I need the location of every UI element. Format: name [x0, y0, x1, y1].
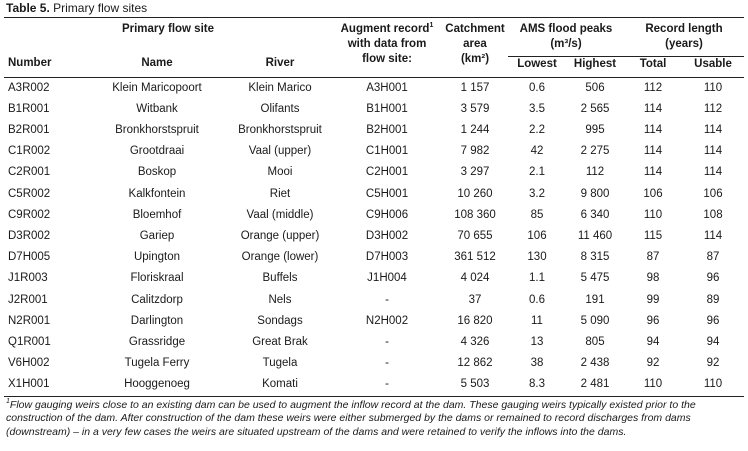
table-row — [4, 226, 744, 247]
cell-usable: 114 — [703, 166, 723, 179]
cell-highest: 2 438 — [566, 353, 624, 374]
cell-augment: - — [385, 293, 389, 306]
cell-catchment: 108 360 — [454, 208, 496, 221]
cell-river: Bronkhorstspruit — [238, 123, 322, 136]
cell-number: A3R002 — [8, 81, 50, 94]
cell-augment: C2H001 — [365, 166, 409, 179]
table-caption — [4, 0, 744, 17]
cell-augment: B2H001 — [366, 123, 408, 136]
cell-usable: 87 — [706, 251, 720, 264]
cell-highest: 2 481 — [566, 374, 624, 396]
cell-highest: 805 — [585, 335, 605, 348]
cell-augment: C9H006 — [365, 208, 409, 221]
cell-usable: 94 — [706, 335, 720, 348]
cell-augment: C1H001 — [332, 141, 442, 162]
augment-header-line3: flow site: — [362, 53, 412, 65]
cell-augment: D3H002 — [332, 226, 442, 247]
table-row — [4, 77, 744, 99]
cell-name: Bronkhorstspruit — [115, 123, 199, 136]
cell-river: Sondags — [228, 311, 332, 332]
cell-number: B2R001 — [8, 123, 50, 136]
cell-augment: J1H004 — [332, 268, 442, 289]
cell-name: Kalkfontein — [86, 184, 228, 205]
cell-number: J1R003 — [4, 268, 86, 289]
cell-name: Upington — [133, 251, 181, 264]
cell-usable: 96 — [682, 268, 744, 289]
cell-river: Olifants — [228, 99, 332, 120]
cell-lowest: 8.3 — [508, 374, 566, 396]
augment-record-header — [332, 18, 442, 77]
cell-name: Grassridge — [128, 335, 186, 348]
cell-highest: 2 275 — [566, 141, 624, 162]
cell-lowest: 3.2 — [508, 184, 566, 205]
cell-catchment: 7 982 — [442, 141, 508, 162]
cell-augment: N2H002 — [332, 311, 442, 332]
cell-name: Bloemhof — [132, 208, 182, 221]
table-row — [4, 120, 744, 141]
table-footnote — [4, 397, 744, 440]
cell-highest: 995 — [585, 123, 605, 136]
footnote-text: Flow gauging weirs close to an existing dam can be used to augment the inflow record at the dam. These gauging weirs typically existed prior to the construction of the dam. After construction of the dam these weirs were either submerged by the dams or remained to record discharges from dams (downstream) – in a very few cases the weirs are situated upstream of the dams and were retained to verify the inflows into the dams. — [6, 398, 696, 438]
augment-footnote-marker: 1 — [429, 22, 434, 29]
table-row — [4, 247, 744, 268]
cell-highest: 8 315 — [580, 251, 610, 264]
cell-name: Darlington — [86, 311, 228, 332]
cell-usable: 106 — [682, 184, 744, 205]
cell-lowest: 130 — [527, 251, 547, 264]
cell-total: 110 — [624, 374, 682, 396]
cell-usable: 114 — [703, 123, 723, 136]
cell-lowest: 3.5 — [508, 99, 566, 120]
cell-usable: 92 — [682, 353, 744, 374]
footnote-marker: 1 — [6, 397, 10, 405]
ams-header-line2: (m³/s) — [550, 38, 582, 50]
cell-catchment: 4 326 — [460, 335, 490, 348]
table-body — [4, 77, 744, 396]
cell-name: Witbank — [86, 99, 228, 120]
cell-usable: 110 — [703, 81, 723, 94]
cell-catchment: 12 862 — [442, 353, 508, 374]
table-row — [4, 162, 744, 183]
cell-number: C2R001 — [8, 166, 51, 179]
cell-number: D3R002 — [4, 226, 86, 247]
cell-total: 99 — [646, 293, 660, 306]
cell-lowest: 11 — [508, 311, 566, 332]
cell-name: Klein Maricopoort — [112, 81, 202, 94]
cell-total: 94 — [646, 335, 660, 348]
cell-name: Gariep — [86, 226, 228, 247]
cell-lowest: 1.1 — [508, 268, 566, 289]
cell-highest: 2 565 — [566, 99, 624, 120]
cell-river: Orange (lower) — [241, 251, 319, 264]
cell-catchment: 3 297 — [460, 166, 490, 179]
cell-total: 110 — [643, 208, 663, 221]
highest-column-header: Highest — [566, 56, 624, 77]
cell-total: 87 — [646, 251, 660, 264]
cell-number: Q1R001 — [8, 335, 51, 348]
cell-highest: 9 800 — [566, 184, 624, 205]
cell-number: C9R002 — [8, 208, 51, 221]
primary-flow-sites-table — [4, 17, 744, 397]
record-length-header — [624, 18, 744, 56]
record-header-line1: Record length — [645, 23, 723, 35]
cell-catchment: 4 024 — [442, 268, 508, 289]
cell-catchment: 16 820 — [442, 311, 508, 332]
cell-total: 92 — [624, 353, 682, 374]
name-column-header: Name — [86, 56, 228, 77]
augment-header-line2: with data from — [347, 38, 427, 50]
cell-usable: 110 — [682, 374, 744, 396]
cell-river: Vaal (middle) — [246, 208, 314, 221]
cell-total: 114 — [624, 99, 682, 120]
table-row — [4, 353, 744, 374]
cell-river: Orange (upper) — [228, 226, 332, 247]
cell-catchment: 37 — [468, 293, 482, 306]
cell-number: J2R001 — [8, 293, 48, 306]
cell-name: Boskop — [137, 166, 177, 179]
cell-catchment: 70 655 — [442, 226, 508, 247]
cell-lowest: 38 — [508, 353, 566, 374]
cell-total: 96 — [624, 311, 682, 332]
cell-river: Great Brak — [252, 335, 308, 348]
cell-lowest: 2.2 — [529, 123, 545, 136]
number-column-header: Number — [4, 56, 86, 77]
cell-river: Komati — [228, 374, 332, 396]
table-row — [4, 141, 744, 162]
cell-number: B1R001 — [4, 99, 86, 120]
cell-total: 114 — [643, 123, 663, 136]
cell-highest: 5 090 — [566, 311, 624, 332]
cell-lowest: 0.6 — [529, 293, 545, 306]
cell-usable: 96 — [682, 311, 744, 332]
table-row — [4, 311, 744, 332]
cell-augment: D7H003 — [365, 251, 409, 264]
river-column-header: River — [228, 56, 332, 77]
cell-lowest: 85 — [530, 208, 544, 221]
cell-river: Vaal (upper) — [228, 141, 332, 162]
cell-number: V6H002 — [4, 353, 86, 374]
cell-name: Tugela Ferry — [86, 353, 228, 374]
table-row — [4, 268, 744, 289]
table-row — [4, 99, 744, 120]
cell-lowest: 13 — [530, 335, 544, 348]
cell-highest: 5 475 — [566, 268, 624, 289]
cell-lowest: 106 — [508, 226, 566, 247]
cell-lowest: 42 — [508, 141, 566, 162]
record-header-line2: (years) — [665, 38, 703, 50]
cell-river: Klein Marico — [248, 81, 312, 94]
cell-augment: - — [385, 335, 389, 348]
cell-highest: 11 460 — [566, 226, 624, 247]
cell-total: 98 — [624, 268, 682, 289]
lowest-column-header: Lowest — [508, 56, 566, 77]
cell-total: 115 — [624, 226, 682, 247]
total-column-header: Total — [624, 56, 682, 77]
ams-flood-peaks-header — [508, 18, 624, 56]
cell-catchment: 5 503 — [442, 374, 508, 396]
cell-name: Calitzdorp — [131, 293, 183, 306]
table-row — [4, 205, 744, 226]
cell-lowest: 2.1 — [529, 166, 545, 179]
table-row — [4, 332, 744, 353]
table-caption-text: Primary flow sites — [53, 1, 148, 15]
ams-header-line1: AMS flood peaks — [519, 23, 613, 35]
augment-header-line1: Augment record — [340, 23, 430, 35]
cell-usable: 112 — [682, 99, 744, 120]
table-row — [4, 184, 744, 205]
cell-river: Nels — [268, 293, 292, 306]
catchment-header-line3: (km²) — [460, 53, 490, 65]
cell-highest: 506 — [585, 81, 605, 94]
cell-number: D7H005 — [8, 251, 51, 264]
cell-highest: 191 — [585, 293, 605, 306]
cell-name: Floriskraal — [86, 268, 228, 289]
cell-river: Tugela — [228, 353, 332, 374]
cell-usable: 108 — [703, 208, 723, 221]
table-caption-label: Table 5. — [6, 1, 50, 15]
cell-catchment: 3 579 — [442, 99, 508, 120]
primary-flow-site-header: Primary flow site — [121, 23, 215, 35]
cell-catchment: 361 512 — [454, 251, 496, 264]
catchment-header-line1: Catchment — [445, 23, 505, 35]
cell-usable: 114 — [682, 226, 744, 247]
cell-total: 106 — [624, 184, 682, 205]
cell-name: Grootdraai — [86, 141, 228, 162]
cell-number: C1R002 — [4, 141, 86, 162]
cell-lowest: 0.6 — [529, 81, 545, 94]
usable-column-header: Usable — [682, 56, 744, 77]
cell-total: 112 — [643, 81, 663, 94]
cell-augment: B1H001 — [332, 99, 442, 120]
table-row — [4, 374, 744, 396]
cell-catchment: 1 157 — [460, 81, 490, 94]
cell-total: 114 — [624, 141, 682, 162]
cell-augment: - — [332, 353, 442, 374]
cell-number: N2R001 — [4, 311, 86, 332]
cell-number: C5R002 — [4, 184, 86, 205]
cell-total: 114 — [643, 166, 663, 179]
table-row — [4, 290, 744, 311]
cell-augment: - — [332, 374, 442, 396]
cell-name: Hooggenoeg — [86, 374, 228, 396]
cell-river: Buffels — [228, 268, 332, 289]
cell-usable: 114 — [682, 141, 744, 162]
cell-highest: 6 340 — [580, 208, 610, 221]
catchment-area-header — [442, 18, 508, 77]
cell-river: Riet — [228, 184, 332, 205]
cell-usable: 89 — [706, 293, 720, 306]
cell-augment: C5H001 — [332, 184, 442, 205]
cell-catchment: 10 260 — [442, 184, 508, 205]
catchment-header-line2: area — [463, 38, 487, 50]
cell-number: X1H001 — [4, 374, 86, 396]
cell-augment: A3H001 — [366, 81, 408, 94]
cell-highest: 112 — [585, 166, 605, 179]
cell-river: Mooi — [267, 166, 293, 179]
cell-catchment: 1 244 — [460, 123, 490, 136]
